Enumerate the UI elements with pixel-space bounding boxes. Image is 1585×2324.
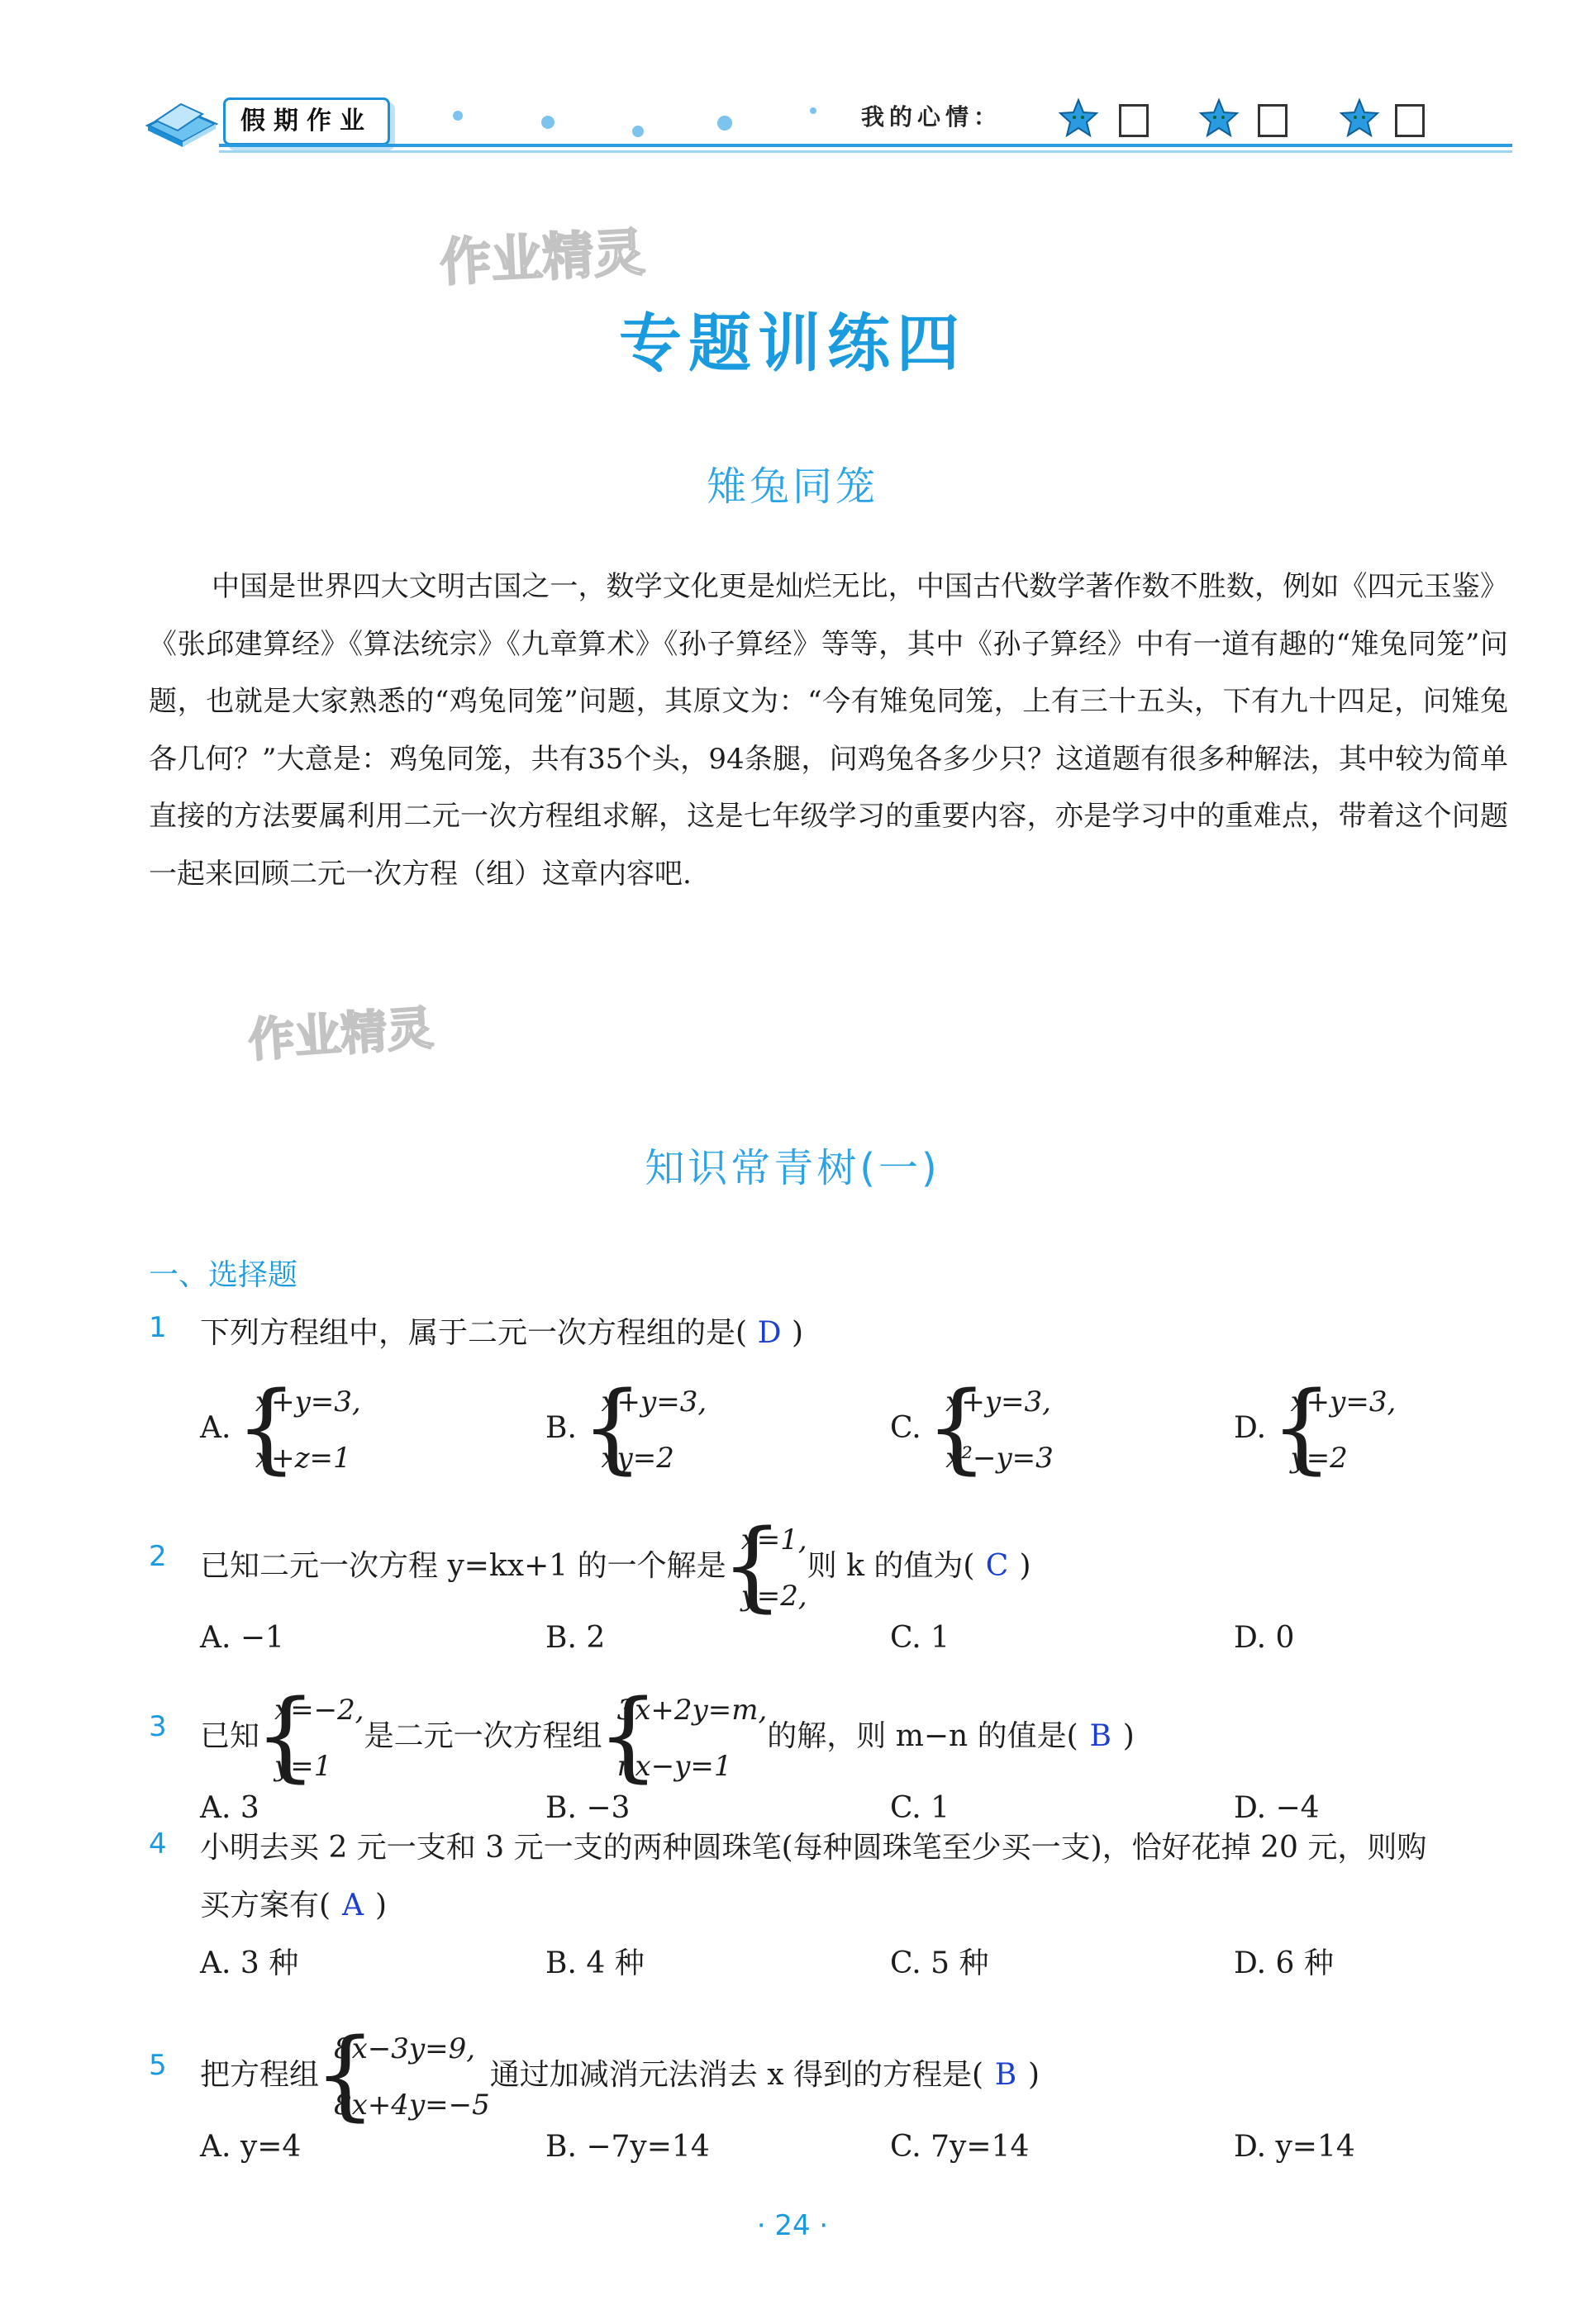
question-stem-cont: [200, 1882, 387, 1924]
stem-text: 的解，则 m−n 的值是(: [767, 1719, 1078, 1753]
stem-text: ): [375, 1889, 388, 1922]
page-title: 专题训练四: [619, 307, 966, 380]
equation-system: { x+y=3, xy=2: [586, 1374, 707, 1486]
equation-system: { x=1, y=2,: [726, 1512, 807, 1624]
stem-text: 已知二元一次方程 y=kx+1 的一个解是: [200, 1549, 726, 1583]
answer: C: [985, 1549, 1009, 1583]
option-a: A. y=4: [200, 2130, 302, 2164]
header-rule-light: [219, 150, 1512, 153]
answer: B: [994, 2058, 1017, 2092]
watermark: 作业精灵: [246, 1001, 436, 1068]
question-number: 3: [149, 1710, 167, 1743]
stem-text: 已知: [200, 1719, 260, 1753]
header-dot: [453, 111, 463, 121]
watermark: 作业精灵: [438, 221, 647, 293]
option-d: [1234, 1374, 1396, 1486]
question-stem: 小明去买 2 元一支和 3 元一支的两种圆珠笔(每种圆珠笔至少买一支)，恰好花掉 20 元，则购: [200, 1831, 1427, 1865]
mood-checkbox[interactable]: [1395, 104, 1425, 137]
book-icon: [145, 93, 219, 149]
option-label: C.: [890, 1411, 921, 1445]
intro-text: 中国是世界四大文明古国之一，数学文化更是灿烂无比，中国古代数学著作数不胜数，例如《四元玉鉴》《张邱建算经》《算法统宗》《九章算术》《孙子算经》等等，其中《孙子算经》中有一道有趣的“雉兔同笼”问题，也就是大家熟悉的“鸡兔同笼”问题，其原文为：“今有雉兔同笼，上有三十五头，下有九十四足，问雉兔各几何？”大意是：鸡兔同笼，共有35个头，94条腿，问鸡兔各多少只？这道题有很多种解法，其中较为简单直接的方法要属利用二元一次方程组求解，这是七年级学习的重要内容，亦是学习中的重难点，带着这个问题一起来回顾二元一次方程（组）这章内容吧.: [149, 570, 1508, 891]
option-b: B. −3: [545, 1791, 631, 1825]
star-icon: [1058, 97, 1099, 139]
header-dot: [810, 107, 816, 114]
answer: D: [757, 1316, 782, 1350]
option-d: D. −4: [1234, 1791, 1320, 1825]
stem-text: 则 k 的值为(: [807, 1549, 975, 1583]
mood-checkbox[interactable]: [1258, 104, 1288, 137]
header-label: 假期作业: [223, 97, 390, 145]
header-dot: [632, 126, 644, 137]
section-heading: 知识常青树(一): [645, 1145, 940, 1191]
question-number: 1: [149, 1311, 167, 1344]
question-stem: [200, 2021, 1040, 2133]
question-stem: [200, 1682, 1135, 1794]
question-stem: [200, 1512, 1031, 1624]
option-label: B.: [545, 1411, 577, 1445]
option-c: C. 1: [890, 1621, 950, 1655]
header-rule: [219, 144, 1512, 147]
option-d: D. 0: [1234, 1621, 1295, 1655]
question-number: 2: [149, 1540, 167, 1573]
equation-system: { x+y=3, y=2: [1275, 1374, 1396, 1486]
stem-text: 买方案有(: [200, 1889, 331, 1922]
stem-text: 把方程组: [200, 2058, 320, 2092]
stem-text: 下列方程组中，属于二元一次方程组的是(: [200, 1316, 748, 1350]
option-a: A. −1: [200, 1621, 284, 1655]
stem-text: ): [1019, 1549, 1031, 1583]
option-b: B. 2: [545, 1621, 606, 1655]
option-b: B. 4 种: [545, 1946, 645, 1980]
part-heading: 一、选择题: [149, 1258, 298, 1292]
option-c: C. 1: [890, 1791, 950, 1825]
equation-system: { x=−2, y=1: [259, 1682, 364, 1794]
option-a: A. 3 种: [200, 1946, 299, 1980]
option-a: A. 3: [200, 1791, 259, 1825]
stem-text: ): [792, 1316, 804, 1350]
option-b: [545, 1374, 707, 1486]
mood-label: 我的心情：: [861, 103, 1002, 131]
option-d: D. y=14: [1234, 2130, 1355, 2164]
intro-paragraph: [149, 558, 1508, 903]
option-label: D.: [1234, 1411, 1267, 1445]
option-d: D. 6 种: [1234, 1946, 1334, 1980]
equation-system: { x+y=3, x+z=1: [240, 1374, 361, 1486]
equation-system: { 3x+2y=m, nx−y=1: [602, 1682, 768, 1794]
stem-text: 通过加减消元法消去 x 得到的方程是(: [489, 2058, 984, 2092]
option-c: C. 5 种: [890, 1946, 989, 1980]
question-number: 5: [149, 2049, 167, 2082]
stem-text: ): [1028, 2058, 1040, 2092]
question-stem: [200, 1309, 803, 1352]
option-c: C. 7y=14: [890, 2130, 1030, 2164]
option-b: B. −7y=14: [545, 2130, 710, 2164]
answer: B: [1089, 1719, 1111, 1753]
equation-system: { 8x−3y=9, 8x+4y=−5: [319, 2021, 490, 2133]
stem-text: ): [1122, 1719, 1135, 1753]
option-a: [200, 1374, 361, 1486]
star-icon: [1198, 97, 1240, 139]
subtitle: 雉兔同笼: [706, 463, 878, 510]
stem-text: 是二元一次方程组: [364, 1719, 602, 1753]
option-c: [890, 1374, 1054, 1486]
equation-system: { x+y=3, x²−y=3: [931, 1374, 1054, 1486]
star-icon: [1339, 97, 1380, 139]
answer: A: [342, 1889, 364, 1922]
header-dot: [541, 116, 555, 129]
header-dot: [717, 116, 732, 131]
question-number: 4: [149, 1827, 167, 1861]
page-number: · 24 ·: [756, 2209, 829, 2242]
option-label: A.: [200, 1411, 231, 1445]
mood-checkbox[interactable]: [1119, 104, 1149, 137]
